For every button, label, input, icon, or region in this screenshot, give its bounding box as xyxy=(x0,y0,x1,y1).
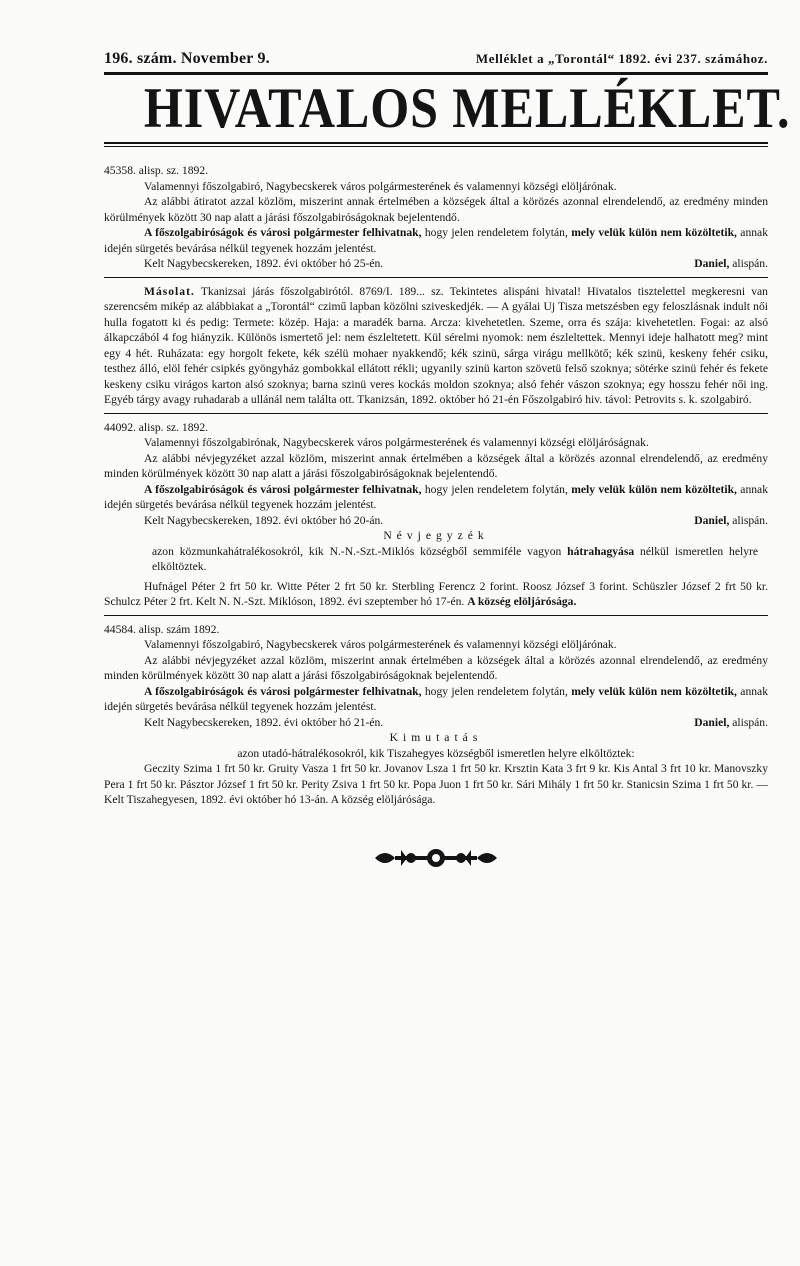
notice-masolat xyxy=(104,284,768,408)
instruction-text: annak idején sürgetés bevárása nélkül tegyenek hozzám jelentést. xyxy=(104,226,768,255)
list-body xyxy=(104,579,768,610)
instruction-bold: mely velük külön nem közöltetik, xyxy=(571,482,737,496)
instruction-bold: A főszolgabiróságok és városi polgármester felhivatnak, xyxy=(144,226,422,239)
newspaper-page xyxy=(104,50,791,870)
masolat-body: Tkanizsai járás főszolgabirótól. 8769/I. 189... sz. Tekintetes alispáni hivatal! Hivatalos tisztelettel megkeresni van szerencsém mikép az alábbiakat a „Torontál“ czimű lapban közölni sziveskedjék. — A gyálai Uj Tisza metszésben egy feloszlásnak indult női hulla fogatott ki és pedig: Termete: közép. Haja: a maradék barna. Arcza: kivehetetlen. Szeme, orra és szája: kivehetetlen. Fogai: az alsó álkapczából 4 fog hiányzik. Különös ismertető jel: nem észleltetett. Kül sérelmi nyomok: nem észleltettek. Mennyi ideje halhatott meg? mint egy 4 hét. Ruházata: egy horgolt fekete, kék szélü mohaer nyakkendő; kék szinü, sárga virágu mellkötő; kék szinü, keskeny fehér csiku, testhez álló, elöl fehér csipkés gyöngyház gombokkal ellátott rékli; ugyanily szinü karton szövetü felső szoknya; sötérke szinü fehér és fekete keskeny csiku virágos karton alsó szoknya; barna szinü veres kockás moldon szoknya; alsó fehér vászon szoknya; egy hosszu fehér női ing. Egyéb tárgy avagy ruhadarab a ullánál nem találta ott. Tkanizsán, 1892. október hó 21-én Főszolgabiró hiv. távol: Petrovits s. k. szolgabiró. xyxy=(104,284,768,406)
notice-body: Az alábbi névjegyzéket azzal közlöm, miszerint annak értelmében a községek által a körözés azonnal elrendelendő, az eredmény minden körülmények között 30 nap alatt a járási főszolgabiróságoknak bejelentendő. xyxy=(104,451,768,480)
instruction-bold: A főszolgabiróságok és városi polgármester felhivatnak, xyxy=(144,482,422,496)
list-title: Névjegyzék xyxy=(383,529,489,542)
divider xyxy=(104,277,768,278)
instruction-bold: mely velük külön nem közöltetik, xyxy=(571,684,737,698)
list-subtitle-text: azon közmunkahátralékosokról, kik N.-N.-Szt.-Miklós községből semmiféle vagyon xyxy=(152,544,568,558)
instruction-text: hogy jelen rendeletem folytán, xyxy=(421,482,572,496)
instruction-text: annak idején sürgetés bevárása nélkül tegyenek hozzám jelentést. xyxy=(104,684,768,713)
notice-ref: 44092. alisp. sz. 1892. xyxy=(104,420,209,434)
list-subtitle: azon utadó-hátralékosokról, kik Tiszahegyes községből ismeretlen helyre elköltöztek: xyxy=(237,746,635,760)
list-subtitle-bold: hátrahagyása xyxy=(567,544,635,558)
notice-body: Az alábbi névjegyzéket azzal közlöm, miszerint annak értelmében a községek által a körözés azonnal elrendelendő, az eredmény minden körülmények között 30 nap alatt a járási főszolgabiróságoknak bejelentendő. xyxy=(104,653,768,682)
list-subtitle-text: nélkül ismeretlen helyre elköltöztek. xyxy=(152,544,758,573)
signature xyxy=(694,513,768,529)
instruction-text: hogy jelen rendeletem folytán, xyxy=(421,684,572,698)
masolat-text xyxy=(104,284,768,408)
instruction-bold: A főszolgabiróságok és városi polgármester felhivatnak, xyxy=(144,684,422,698)
place-date: Kelt Nagybecskereken, 1892. évi október hó 21-én. xyxy=(144,715,384,729)
signature-line xyxy=(104,513,768,529)
notice-instruction xyxy=(104,225,768,256)
header-line xyxy=(104,50,768,75)
notice-addressee: Valamennyi főszolgabiró, Nagybecskerek város polgármesterének és valamennyi községi elöljárónak. xyxy=(144,638,617,651)
notice-ref: 44584. alisp. szám 1892. xyxy=(104,622,220,636)
place-date: Kelt Nagybecskereken, 1892. évi október hó 25-én. xyxy=(144,257,384,270)
notice-ref: 45358. alisp. sz. 1892. xyxy=(104,164,209,177)
instruction-bold: mely velük külön nem közöltetik, xyxy=(571,226,737,239)
notice-body: Az alábbi átiratot azzal közlöm, miszerint annak értelmében a községek által a körözés azonnal elrendelendő, az eredmény minden körülmények között 30 nap alatt a járási főszolgabiróságoknak bejelentendő. xyxy=(104,195,768,224)
notice-instruction xyxy=(104,482,768,513)
ornament-icon xyxy=(371,846,501,870)
list-closing: A község elöljárósága. xyxy=(467,595,577,608)
notice-44584 xyxy=(104,622,768,808)
signature xyxy=(694,256,768,272)
masolat-label: Másolat. xyxy=(144,284,195,298)
issue-number: 196. szám. November 9. xyxy=(104,50,270,67)
signature-name: Daniel, xyxy=(694,257,730,270)
supplement-note: Melléklet a „Torontál“ 1892. évi 237. számához. xyxy=(475,51,768,66)
signature-role: alispán. xyxy=(732,257,768,270)
signature-name: Daniel, xyxy=(694,715,730,729)
list-title: Kimutatás xyxy=(389,731,483,744)
place-date: Kelt Nagybecskereken, 1892. évi október hó 20-án. xyxy=(144,513,384,527)
notice-instruction xyxy=(104,684,768,715)
list-subtitle xyxy=(104,544,768,575)
signature-line xyxy=(104,256,768,272)
notice-45358 xyxy=(104,163,768,272)
instruction-text: hogy jelen rendeletem folytán, xyxy=(421,226,572,239)
notice-addressee: Valamennyi főszolgabiró, Nagybecskerek város polgármesterének és valamennyi községi elöljárónak. xyxy=(144,179,617,193)
list-entries: Hufnágel Péter 2 frt 50 kr. Witte Péter 2 frt 50 kr. Sterbling Ferencz 2 forint. Roosz József 3 forint. Schüszler József 2 frt 50 kr. Schulcz Péter 2 frt. Kelt N. N.-Szt. Miklóson, 1892. évi szeptember hó 17-én. xyxy=(104,579,768,608)
signature-line xyxy=(104,715,768,731)
notice-44092 xyxy=(104,420,768,610)
masthead-rule xyxy=(104,142,768,147)
masthead-title: HIVATALOS MELLÉKLET. xyxy=(143,77,791,140)
notice-addressee: Valamennyi főszolgabirónak, Nagybecskerek város polgármesterének és valamennyi községi elöljáróságnak. xyxy=(144,436,649,449)
signature-name: Daniel, xyxy=(694,513,730,527)
list-body: Geczity Szima 1 frt 50 kr. Gruity Vasza 1 frt 50 kr. Jovanov Lsza 1 frt 50 kr. Krsztin Kata 3 frt 9 kr. Kis Antal 3 frt 10 kr. Manovszky Pera 1 frt 50 kr. Pásztor József 1 frt 50 kr. Perity Zsiva 1 frt 50 kr. Popa Juon 1 frt 50 kr. Sári Mihály 1 frt 50 kr. Stanicsin Szima 1 frt 50 kr. — Kelt Tiszahegyesen, 1892. évi október hó 13-án. A község elöljárósága. xyxy=(104,762,768,806)
signature-role: alispán. xyxy=(732,715,768,729)
divider xyxy=(104,615,768,616)
signature xyxy=(694,715,768,731)
instruction-text: annak idején sürgetés bevárása nélkül tegyenek hozzám jelentést. xyxy=(104,482,768,511)
divider xyxy=(104,413,768,414)
signature-role: alispán. xyxy=(732,513,768,527)
